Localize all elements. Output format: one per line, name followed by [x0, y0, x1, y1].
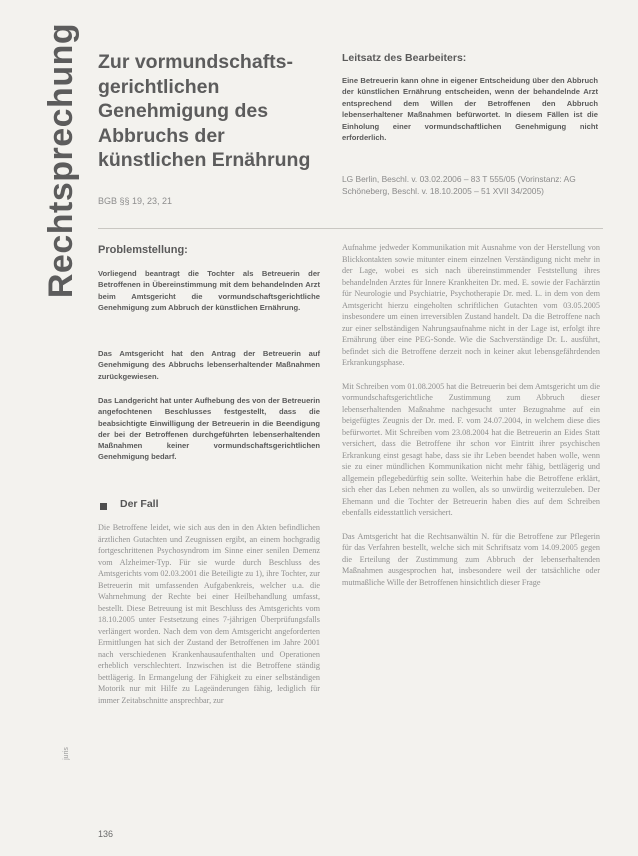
section-divider	[98, 228, 603, 229]
problem-paragraph-3: Das Landgericht hat unter Aufhebung des von der Betreuerin angefochtenen Beschlusses festgestellt, dass die beabsichtigte Einwilligung der Betreuerin in die Beendigung der bei der Betroffenen durchgeführten lebenserhaltenden Maßnahmen keiner vormundschaftsgerichtlichen Genehmigung bedarf.	[98, 396, 320, 462]
problem-heading: Problemstellung:	[98, 244, 188, 256]
page-number: 136	[98, 829, 114, 839]
section-label-vertical	[40, 22, 84, 298]
leitsatz-body: Eine Betreuerin kann ohne in eigener Entscheidung über den Abbruch der künstlichen Ernährung entscheiden, wenn der behandelnde Arzt entsprechend dem Willen der Betroffenen den Abbruch lebenserhaltener Maßnahmen befürwortet. In diesem Fällen ist die Einholung einer vormundschaftlichen Genehmigung nicht erforderlich.	[342, 76, 598, 143]
article-title: Zur vormundschafts-gerichtlichen Genehmigung des Abbruchs der künstlichen Ernährung	[98, 51, 311, 171]
fall-paragraph: Die Betroffene leidet, wie sich aus den in den Akten befindlichen ärztlichen Gutachten und Zeugnissen ergibt, an einem hochgradig fortgeschrittenen Psychosyndrom im Sinne einer senilen Demenz vom Alzheimer-Typ. Für sie wurde durch Beschluss des Amtsgerichts vom 02.03.2001 die Beteiligte zu 1), ihre Tochter, zur Betreuerin mit umfassenden Aufgabenkreis, welcher u.a. die Wahrnehmung der Rechte bei einer Heilbehandlung umfasst, bestellt. Diese Betreuung ist mit Beschluss des Amtsgerichts vom 18.10.2005 unter Festsetzung eines 7-jährigen Überprüfungsfalls verlängert worden. Nach dem von dem Amtsgericht angeforderten Ermittlungen hat sich der Zustand der Betroffenen im Jahre 2001 nach verschiedenen Krankenhausaufenthalten und Operationen erheblich verschlechtert. Inzwischen ist die Betroffene ständig bettlägerig. In Ermangelung der Fähigkeit zu einer selbständigen Motorik nur mit Hilfe zu Lageänderungen fähig, lediglich für immer Zeitabschnitte ansprechbar, zur	[98, 523, 320, 705]
right-paragraph-3: Das Amtsgericht hat die Rechtsanwältin N. für die Betroffene zur Pflegerin für das Verfahren bestellt, welche sich mit Schriftsatz vom 14.09.2005 gegen die Erteilung der Zustimmung zum Abbruch der lebenserhaltenden Maßnahmen ausgesprochen hat, insbesondere weil der tatsächliche oder mutmaßliche Wille der Betroffenen hinsichtlich dieser Frage	[342, 531, 600, 587]
fall-heading: Der Fall	[120, 498, 159, 510]
problem-paragraph-1: Vorliegend beantragt die Tochter als Betreuerin der Betroffenen in Übereinstimmung mit dem behandelnden Arzt beim Amtsgericht die vormundschaftsgerichtliche Genehmigung zum Abbruch der künstlichen Ernährung.	[98, 269, 320, 312]
right-paragraph-2: Mit Schreiben vom 01.08.2005 hat die Betreuerin bei dem Amtsgericht um die vormundschaftsgerichtliche Zustimmung zum Abbruch dieser lebenserhaltenden Maßnahme nachgesucht unter Bezugnahme auf ein beigefügtes Zeugnis der Dr. med. F. vom 24.07.2004, in welchem diese dies befürwortet. Mit Schreiben vom 23.08.2004 hat die Betreuerin an Eides Statt versichert, dass die Betroffene ihr schon vor Eintritt ihrer psychischen Erkrankung einst gesagt habe, dass sie ihr Leben beendet haben wolle, wenn sie zu einer mündlichen Kommunikation nicht mehr fähig, bettlägerig und allgemein pflegebedürftig sein sollte. Weiterhin habe die Betroffene erklärt, sich eher das Leben nehmen zu wollen, als so unwürdig weiterzuleben. Der Ehemann und die Tochter der Betreuerin haben dies auf dem Schreiben ebenfalls eidesstattlich versichert.	[342, 381, 600, 517]
right-column	[342, 242, 600, 588]
side-tag: juris	[62, 747, 70, 760]
right-paragraph-1: Aufnahme jedweder Kommunikation mit Ausnahme von der Herstellung von Blickkontakten sowie mitunter einem einzelnen Verständigung nicht mehr in der Lage, wobei es sich nach übereinstimmender Feststellung ihres behandelnden Arztes für Innere Krankheiten Dr. med. E. sowie der Fachärztin für Neurologie und Psychiatrie, Psychotherapie Dr. med. L. in dem von dem Amtsgericht hierzu eingeholten schriftlichen Gutachten vom 03.05.2005 insbesondere um einen irreversiblen Zustand handelt. Da die Betroffene nach zur einer selbständigen Nahrungsaufnahme nicht in der Lage ist, erfolgt ihre Ernährung über eine PEG-Sonde. Wie die Sachverständige Dr. L. ausführt, befindet sich die Betroffene derzeit noch in keiner akut lebensgefährdenden Erkrankungsphase.	[342, 243, 600, 367]
leitsatz-citation: LG Berlin, Beschl. v. 03.02.2006 – 83 T 555/05 (Vorinstanz: AG Schöneberg, Beschl. v. 18.10.2005 – 51 XVII 34/2005)	[342, 174, 576, 196]
section-label: Rechtsprechung	[42, 22, 81, 298]
statute-reference: BGB §§ 19, 23, 21	[98, 196, 173, 206]
problem-paragraph-2: Das Amtsgericht hat den Antrag der Betreuerin auf Genehmigung des Abbruchs lebenserhaltender Maßnahmen zurückgewiesen.	[98, 349, 320, 381]
fall-bullet-square	[100, 503, 107, 510]
leitsatz-heading: Leitsatz des Bearbeiters:	[342, 52, 467, 64]
fall-text	[98, 522, 320, 706]
